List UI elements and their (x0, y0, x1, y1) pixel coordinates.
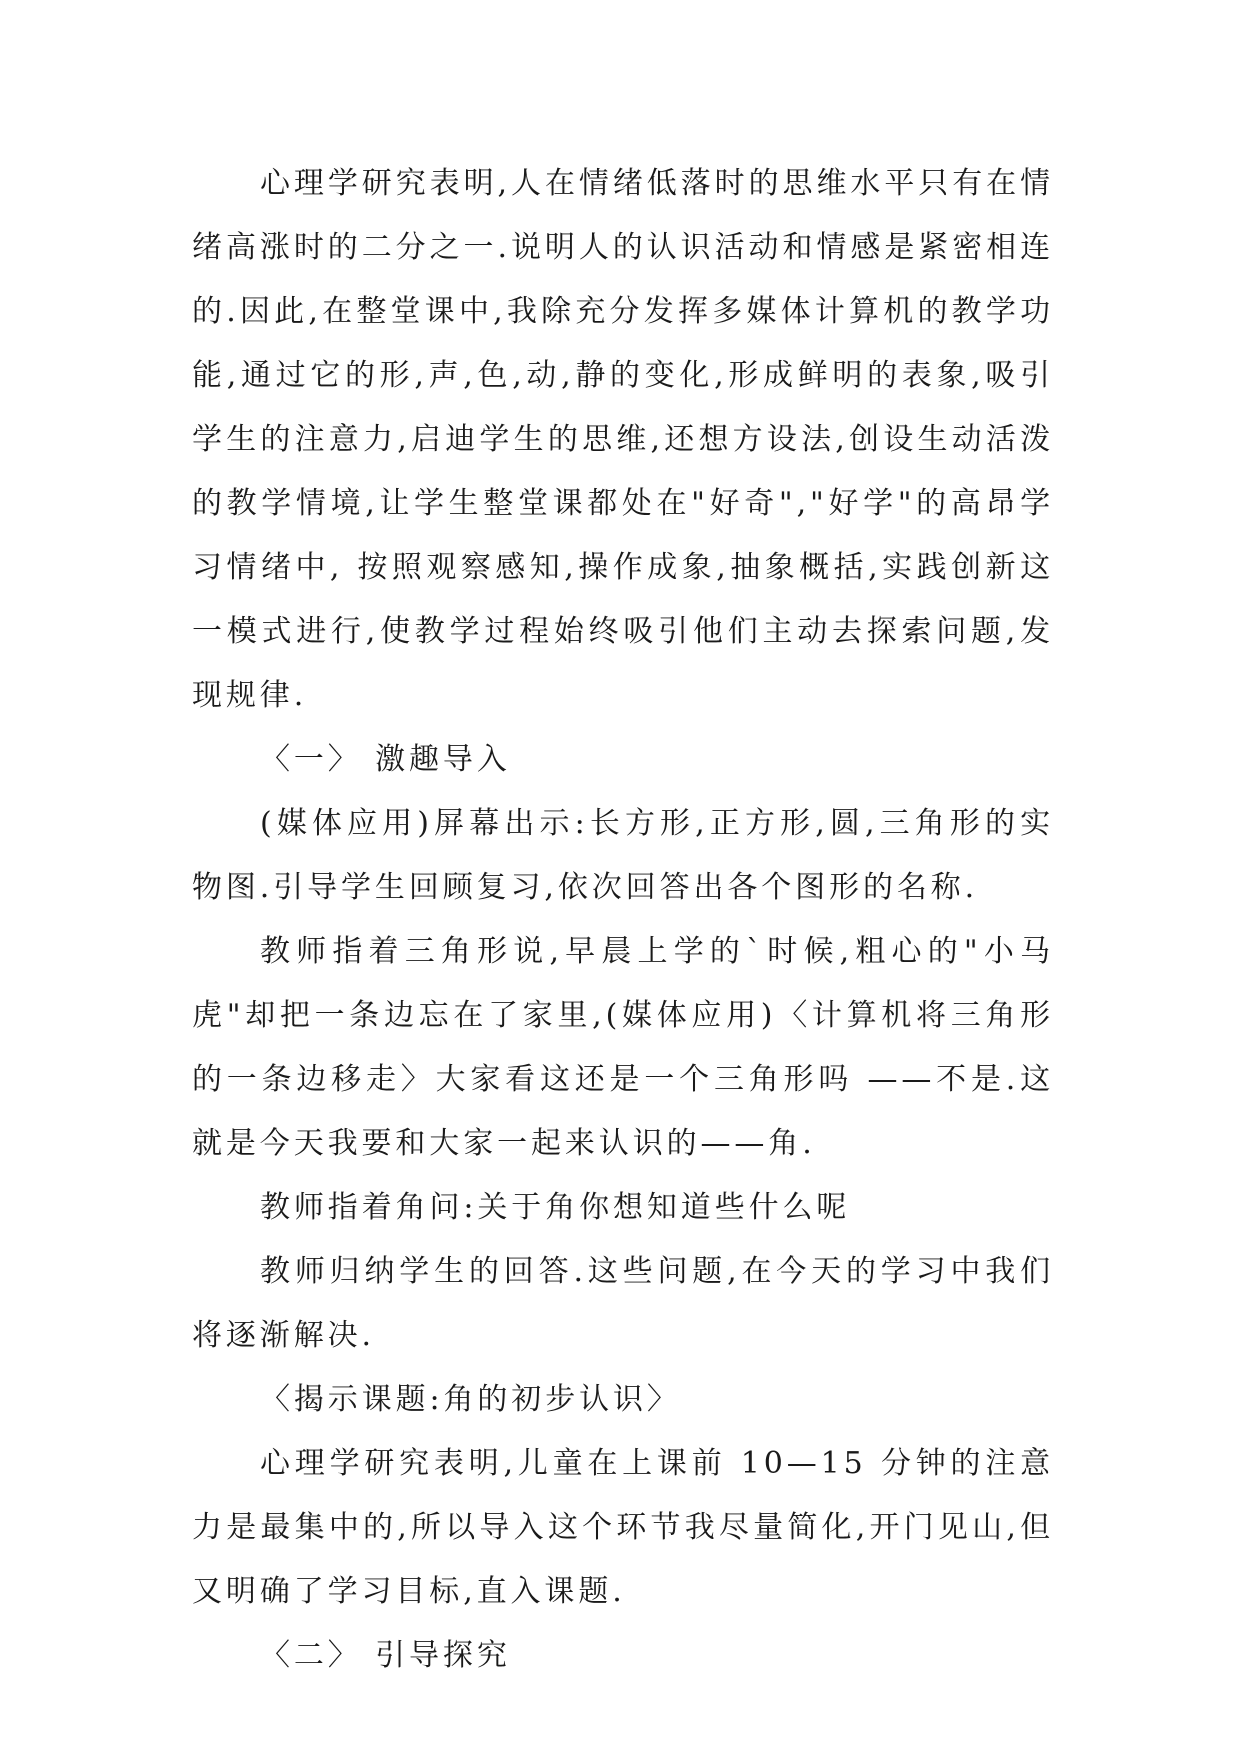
paragraph-triangle-story: 教师指着三角形说,早晨上学的`时候,粗心的"小马虎"却把一条边忘在了家里,(媒体应用)〈计算机将三角形的一条边移走〉大家看这还是一个三角形吗 ——不是.这就是今天我要和大家一起来认识的——角. (192, 934, 1054, 1161)
paragraph-media-shapes: (媒体应用)屏幕出示:长方形,正方形,圆,三角形的实物图.引导学生回顾复习,依次回答出各个图形的名称. (192, 806, 1054, 905)
paragraph-teacher-summary: 教师归纳学生的回答.这些问题,在今天的学习中我们将逐渐解决. (192, 1254, 1054, 1353)
paragraph-attention-span: 心理学研究表明,儿童在上课前 10—15 分钟的注意力是最集中的,所以导入这个环节我尽量简化,开门见山,但又明确了学习目标,直入课题. (192, 1446, 1054, 1609)
document-page (192, 152, 1054, 1688)
paragraph-psychology-intro: 心理学研究表明,人在情绪低落时的思维水平只有在情绪高涨时的二分之一.说明人的认识活动和情感是紧密相连的.因此,在整堂课中,我除充分发挥多媒体计算机的教学功能,通过它的形,声,色,动,静的变化,形成鲜明的表象,吸引学生的注意力,启迪学生的思维,还想方设法,创设生动活泼的教学情境,让学生整堂课都处在"好奇","好学"的高昂学习情绪中, 按照观察感知,操作成象,抽象概括,实践创新这一模式进行,使教学过程始终吸引他们主动去探索问题,发现规律. (192, 166, 1054, 713)
paragraph-teacher-question: 教师指着角问:关于角你想知道些什么呢 (260, 1190, 851, 1225)
heading-lesson-topic: 〈揭示课题:角的初步认识〉 (260, 1382, 681, 1417)
heading-section-2: 〈二〉 引导探究 (260, 1638, 511, 1673)
heading-section-1: 〈一〉 激趣导入 (260, 742, 511, 777)
